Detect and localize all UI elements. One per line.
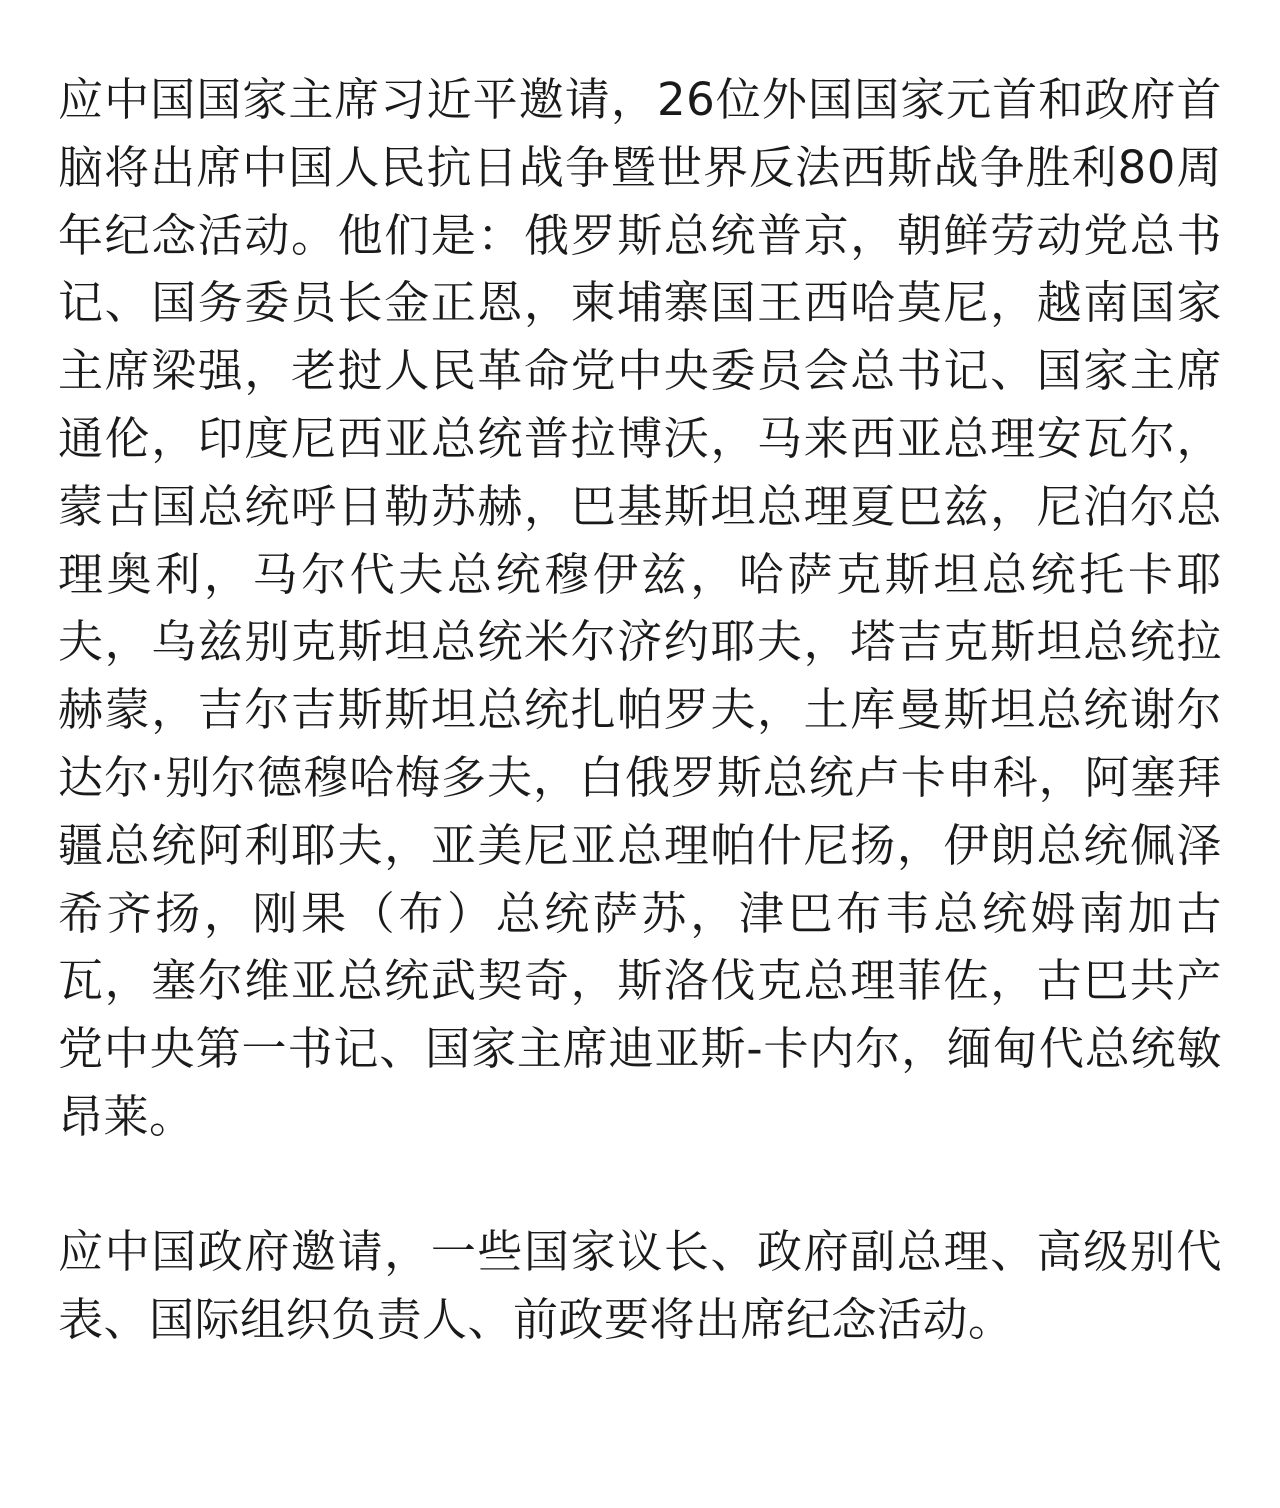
paragraph-heads-of-state: 应中国国家主席习近平邀请，26位外国国家元首和政府首脑将出席中国人民抗日战争暨世界反法西斯战争胜利80周年纪念活动。他们是：俄罗斯总统普京，朝鲜劳动党总书记、国务委员长金正恩，柬埔寨国王西哈莫尼，越南国家主席梁强，老挝人民革命党中央委员会总书记、国家主席通伦，印度尼西亚总统普拉博沃，马来西亚总理安瓦尔，蒙古国总统呼日勒苏赫，巴基斯坦总理夏巴兹，尼泊尔总理奥利，马尔代夫总统穆伊兹，哈萨克斯坦总统托卡耶夫，乌兹别克斯坦总统米尔济约耶夫，塔吉克斯坦总统拉赫蒙，吉尔吉斯斯坦总统扎帕罗夫，土库曼斯坦总统谢尔达尔·别尔德穆哈梅多夫，白俄罗斯总统卢卡申科，阿塞拜疆总统阿利耶夫，亚美尼亚总理帕什尼扬，伊朗总统佩泽希齐扬，刚果（布）总统萨苏，津巴布韦总统姆南加古瓦，塞尔维亚总统武契奇，斯洛伐克总理菲佐，古巴共产党中央第一书记、国家主席迪亚斯-卡内尔，缅甸代总统敏昂莱。 bbox=[58, 73, 1222, 1143]
paragraph-other-attendees: 应中国政府邀请，一些国家议长、政府副总理、高级别代表、国际组织负责人、前政要将出席纪念活动。 bbox=[58, 1224, 1222, 1346]
article-body bbox=[58, 66, 1222, 1353]
